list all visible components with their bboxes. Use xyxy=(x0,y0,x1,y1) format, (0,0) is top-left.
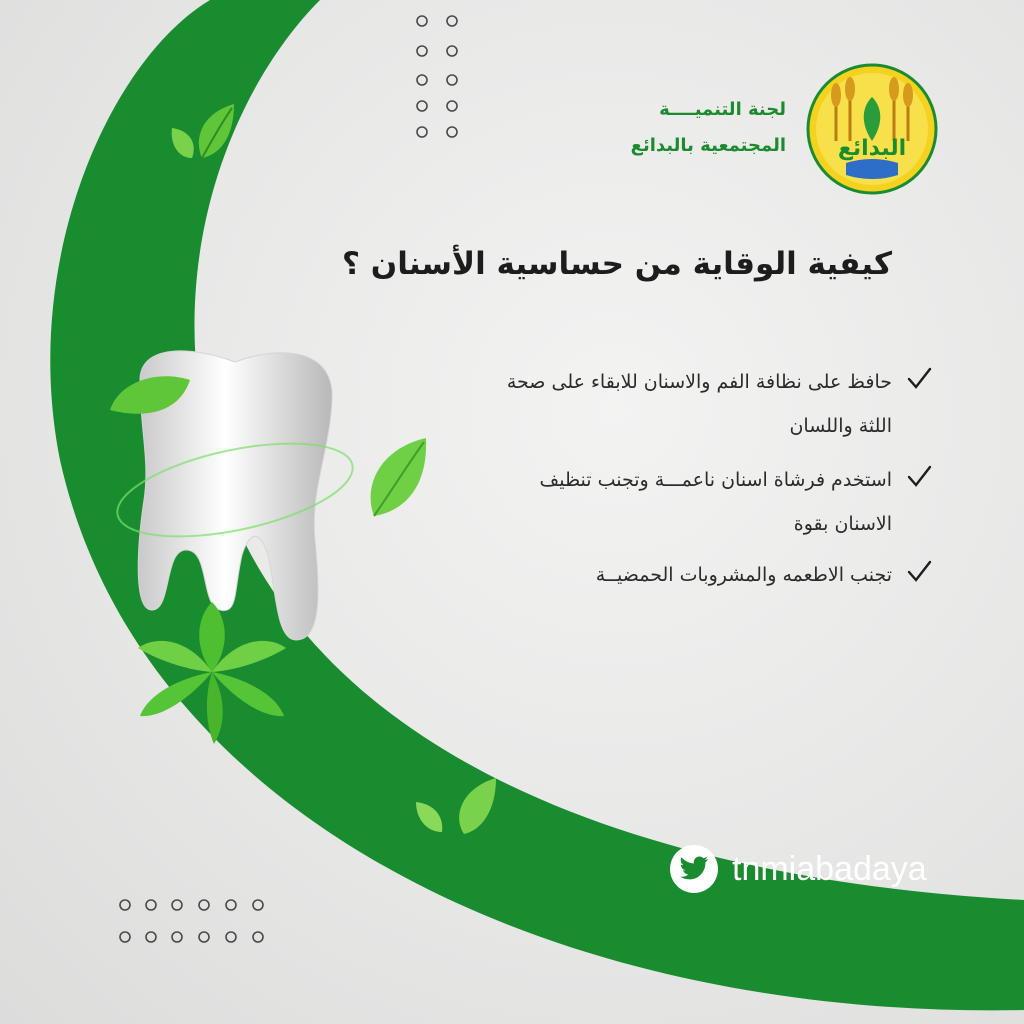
tip-item xyxy=(502,360,932,448)
check-icon xyxy=(906,464,932,490)
organization-logo xyxy=(806,63,938,195)
tip-text: حافظ على نظافة الفم والاسنان للابقاء على صحة اللثة واللسان xyxy=(506,371,892,437)
mint-leaf-icon xyxy=(412,776,498,836)
tip-text: استخدم فرشاة اسنان ناعمـــة وتجنب تنظيف الاسنان بقوة xyxy=(539,469,892,535)
dots-pattern-top xyxy=(408,12,468,142)
check-icon xyxy=(906,559,932,585)
tip-item xyxy=(502,458,932,546)
organization-name xyxy=(631,92,786,164)
twitter-icon xyxy=(670,845,718,893)
organization-line-2: المجتمعية بالبدائع xyxy=(630,135,786,156)
social-handle[interactable] xyxy=(670,845,927,893)
mint-leaf-icon xyxy=(362,434,430,520)
tip-text: تجنب الاطعمه والمشروبات الحمضيــة xyxy=(595,564,892,586)
mint-leaf-icon xyxy=(168,100,240,162)
mint-sprig-icon xyxy=(134,598,290,746)
page-title: كيفية الوقاية من حساسية الأسنان ؟ xyxy=(342,246,892,282)
organization-line-1: لجنة التنميــــة xyxy=(659,99,786,120)
tip-item xyxy=(502,553,932,597)
logo-text: البدائع xyxy=(837,136,907,161)
check-icon xyxy=(906,366,932,392)
twitter-handle-text: tnmiabadaya xyxy=(732,849,927,888)
dots-pattern-bottom xyxy=(112,892,272,952)
